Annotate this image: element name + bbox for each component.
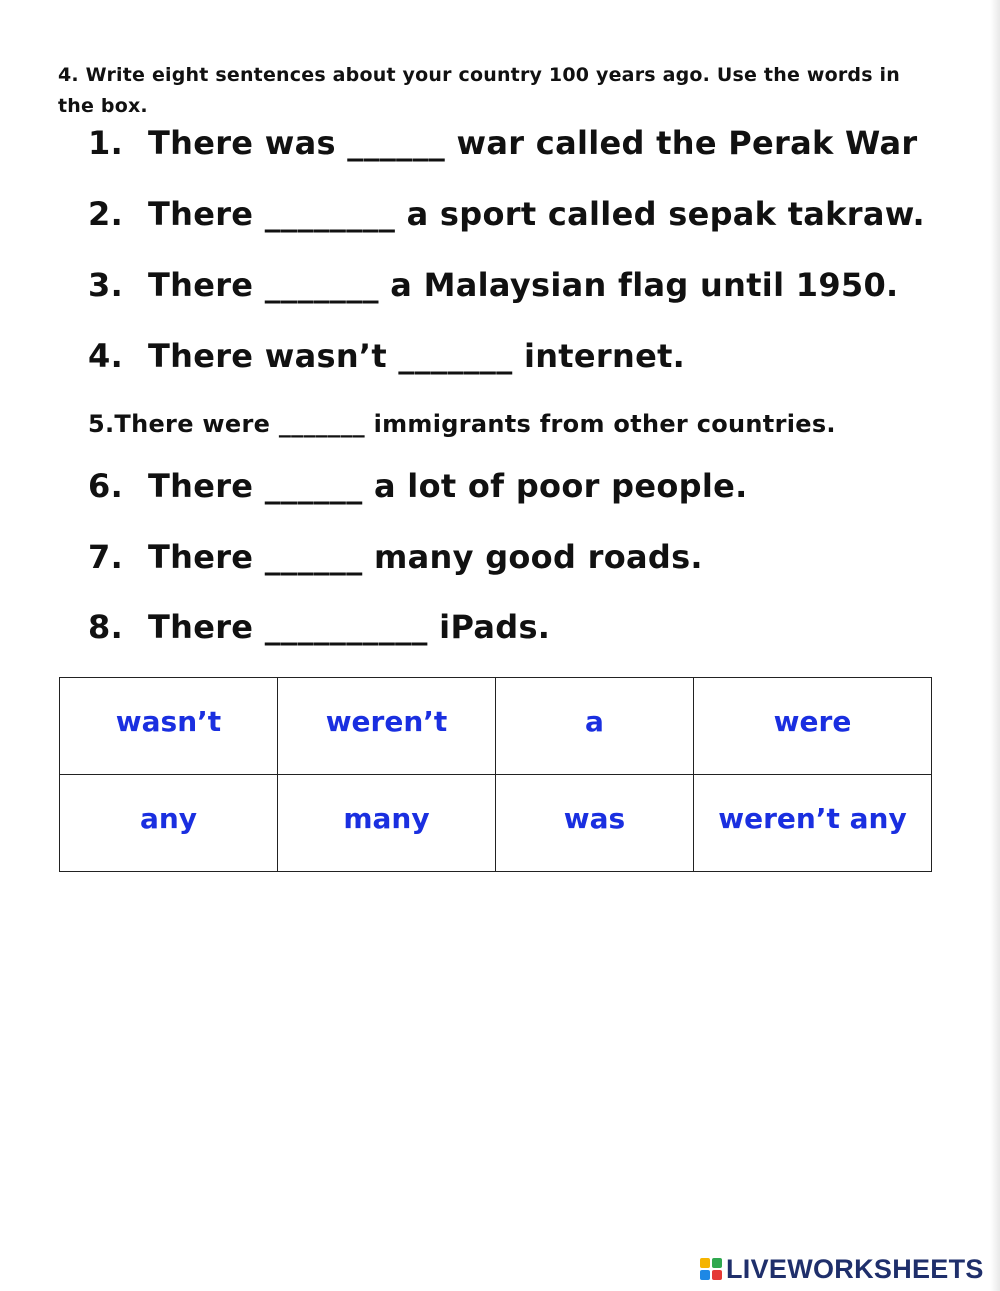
logo-square	[700, 1258, 710, 1268]
sentence-3	[88, 266, 899, 304]
sentence-text: There __________ iPads.	[148, 608, 551, 646]
sentence-4	[88, 337, 685, 375]
word-cell: was	[496, 775, 694, 872]
sentence-number: 4.	[88, 337, 124, 375]
word-cell: wasn’t	[60, 678, 278, 775]
sentence-8	[88, 608, 550, 646]
word-cell: a	[496, 678, 694, 775]
sentence-6	[88, 467, 748, 505]
word-cell: weren’t any	[694, 775, 932, 872]
sentence-text: There was ______ war called the Perak War	[148, 124, 918, 162]
word-box-row	[60, 775, 932, 872]
word-box-row	[60, 678, 932, 775]
sentence-text: There wasn’t _______ internet.	[148, 337, 686, 375]
sentence-text: There ______ many good roads.	[148, 538, 703, 576]
logo-squares-icon	[700, 1258, 722, 1280]
sentence-1	[88, 124, 917, 162]
word-cell: were	[694, 678, 932, 775]
word-cell: many	[278, 775, 496, 872]
logo-square	[712, 1270, 722, 1280]
sentence-number: 1.	[88, 124, 124, 162]
page-edge-shadow	[990, 0, 1000, 1291]
sentence-number: 5.	[88, 410, 115, 438]
sentence-text: There ______ a lot of poor people.	[148, 467, 748, 505]
word-cell: weren’t	[278, 678, 496, 775]
sentence-2	[88, 195, 925, 233]
sentence-number: 2.	[88, 195, 124, 233]
instructions-text: 4. Write eight sentences about your country 100 years ago. Use the words in the box.	[58, 64, 900, 117]
sentence-7	[88, 538, 703, 576]
word-cell: any	[60, 775, 278, 872]
sentence-number: 3.	[88, 266, 124, 304]
sentence-number: 6.	[88, 467, 124, 505]
logo-square	[712, 1258, 722, 1268]
sentence-5	[88, 410, 836, 438]
liveworksheets-logo	[700, 1254, 984, 1284]
logo-text: LIVEWORKSHEETS	[726, 1253, 984, 1284]
sentence-number: 7.	[88, 538, 124, 576]
sentence-number: 8.	[88, 608, 124, 646]
sentence-text: There _______ a Malaysian flag until 1950.	[148, 266, 899, 304]
logo-square	[700, 1270, 710, 1280]
word-box-table	[59, 677, 932, 872]
sentence-text: There were _______ immigrants from other countries.	[114, 410, 836, 438]
sentence-text: There ________ a sport called sepak takraw.	[148, 195, 926, 233]
